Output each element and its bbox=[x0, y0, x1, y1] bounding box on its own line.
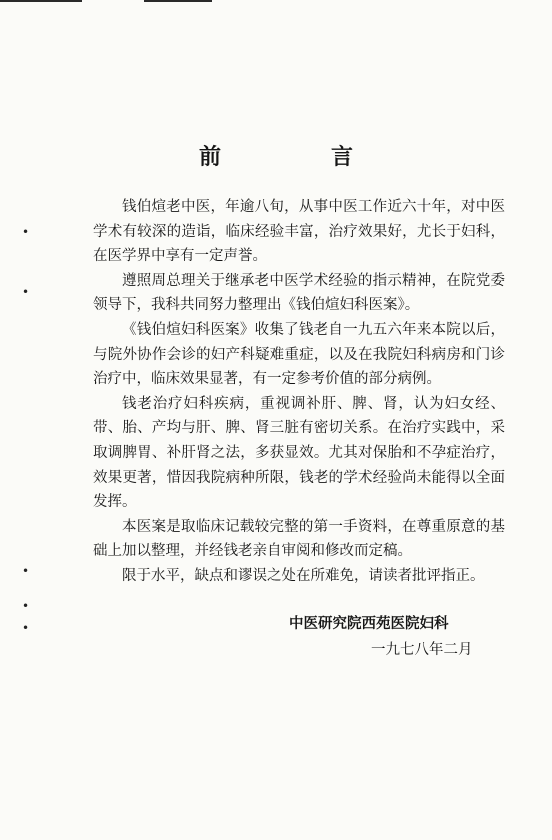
paragraph-1: 钱伯煊老中医，年逾八旬，从事中医工作近六十年，对中医学术有较深的造诣，临床经验丰富，治疗效果好，尤长于妇科，在医学界中享有一定声誉。 bbox=[93, 199, 505, 265]
margin-dot-mark: • bbox=[22, 564, 30, 578]
page-title: 前 言 bbox=[198, 145, 397, 170]
margin-dot-mark: • bbox=[22, 225, 30, 239]
paragraph-4: 钱老治疗妇科疾病，重视调补肝、脾、肾，认为妇女经、带、胎、产均与肝、脾、肾三脏有密切关系。在治疗实践中，采取调脾胃、补肝肾之法，多获显效。尤其对保胎和不孕症治疗，效果更著，惜因我院病种所限，钱老的学术经验尚未能得以全面发挥。 bbox=[93, 395, 505, 511]
paragraph-5: 本医案是取临床记载较完整的第一手资料，在尊重原意的基础上加以整理，并经钱老亲自审阅和修改而定稿。 bbox=[93, 518, 505, 560]
signature-organization: 中医研究院西苑医院妇科 bbox=[289, 615, 449, 632]
top-rule-right bbox=[144, 0, 212, 2]
signature-date: 一九七八年二月 bbox=[371, 642, 473, 658]
margin-dot-mark: • bbox=[22, 621, 30, 635]
paragraph-2: 遵照周总理关于继承老中医学术经验的指示精神，在院党委领导下，我科共同努力整理出《钱伯煊妇科医案》。 bbox=[93, 272, 505, 314]
paragraph-3: 《钱伯煊妇科医案》收集了钱老自一九五六年来本院以后，与院外协作会诊的妇产科疑难重症，以及在我院妇科病房和门诊治疗中，临床效果显著，有一定参考价值的部分病例。 bbox=[93, 321, 505, 388]
paragraph-6: 限于水平，缺点和谬误之处在所难免，请读者批评指正。 bbox=[122, 567, 485, 584]
margin-dot-mark: • bbox=[22, 599, 30, 613]
preface-body bbox=[93, 195, 505, 589]
top-rule-left bbox=[0, 0, 82, 2]
margin-dot-mark: • bbox=[22, 285, 30, 299]
